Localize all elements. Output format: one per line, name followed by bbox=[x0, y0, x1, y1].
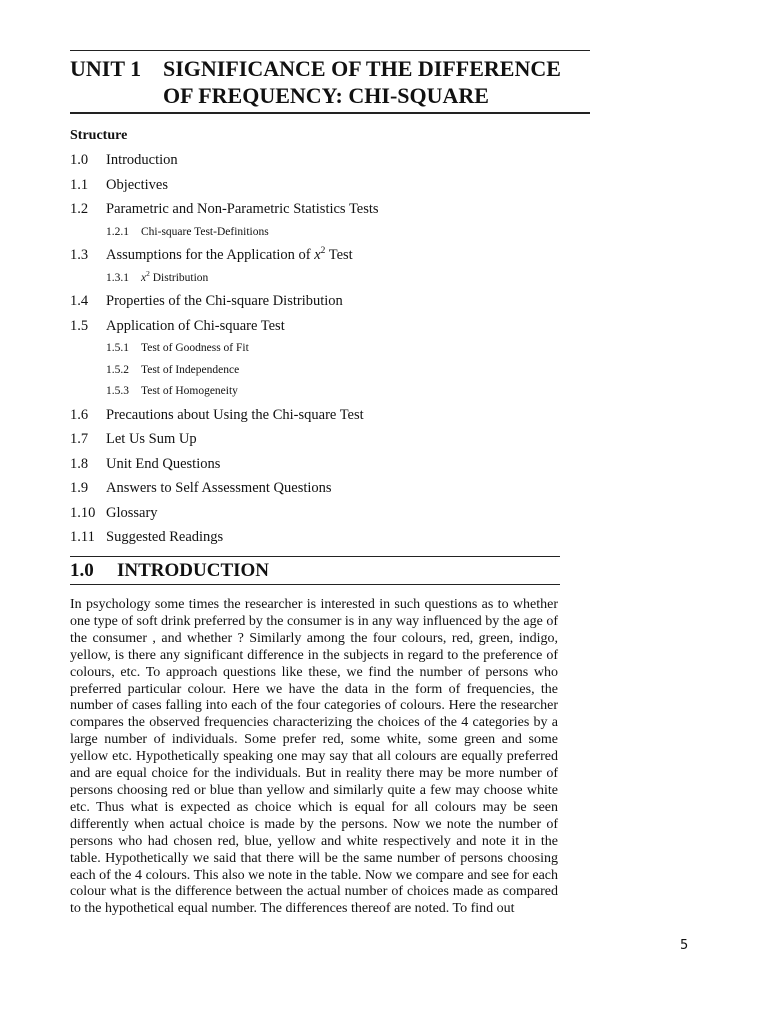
section-heading bbox=[70, 556, 560, 585]
toc-number: 1.5.2 bbox=[106, 363, 129, 376]
structure-heading: Structure bbox=[70, 128, 128, 143]
introduction-paragraph: In psychology some times the researcher is interested in such questions as to whether one type of soft drink preferred by the consumer is in any way influenced by the age of the consumer , and whether ? Similarly among the four colours, red, green, indigo, yellow, is there any significant difference in the subjects in regard to the preference of colours, etc. To approach questions like these, we find the number of persons who preferred particular colour. Here we have the data in the form of frequencies, the number of cases falling into each of the four categories of colours. Here the researcher compares the observed frequencies characterizing the choices of the 4 categories by a large number of individuals. Some prefer red, some white, some green and some yellow etc. Hypothetically speaking one may say that all colours are equally preferred and are equal choice for the individuals. But in reality there may be more number of persons choosing red or blue than yellow and similarly quite a few may choose white etc. Thus what is expected as choice which is equal for all colours may be seen differently when actual choice is made by the persons. Now we note the number of persons who had chosen red, blue, yellow and white respectively and note it in the table. Hypothetically we said that there will be the same number of persons choosing each of the 4 colours. This also we note in the table. Now we compare and see for each colour what is the difference between the actual number of choices made as compared to the hypothetical equal number. The differences thereof are noted. To find out bbox=[70, 597, 558, 917]
unit-title-line-2: OF FREQUENCY: CHI-SQUARE bbox=[163, 83, 489, 108]
toc-subitem bbox=[70, 224, 590, 246]
toc-item bbox=[70, 291, 590, 316]
toc-label: Introduction bbox=[106, 152, 178, 168]
toc-number: 1.5.3 bbox=[106, 385, 129, 397]
unit-title bbox=[70, 51, 590, 109]
toc-number: 1.5 bbox=[70, 317, 89, 334]
superscript: 2 bbox=[146, 268, 150, 278]
toc-label bbox=[106, 245, 590, 270]
toc-number: 1.3.1 bbox=[106, 271, 129, 284]
unit-header bbox=[70, 50, 590, 114]
structure-toc bbox=[70, 127, 590, 552]
chi-symbol: x bbox=[141, 271, 147, 284]
toc-number: 1.4 bbox=[70, 293, 89, 309]
toc-number: 1.2.1 bbox=[106, 225, 129, 238]
section-number: 1.0 bbox=[70, 560, 94, 581]
toc-label-text: Assumptions for the Application of bbox=[106, 247, 315, 263]
toc-number: 1.6 bbox=[70, 406, 89, 423]
toc-label: Let Us Sum Up bbox=[106, 431, 197, 447]
toc-item bbox=[70, 527, 590, 552]
toc-number: 1.11 bbox=[70, 529, 95, 545]
toc-label: Test of Independence bbox=[141, 363, 240, 376]
toc-number: 1.9 bbox=[70, 480, 89, 496]
toc-label-text: Test bbox=[325, 247, 353, 263]
toc-label: Suggested Readings bbox=[106, 529, 224, 545]
toc-label: Glossary bbox=[106, 504, 158, 521]
toc-subitem bbox=[70, 362, 590, 384]
toc-item bbox=[70, 175, 590, 200]
toc-number: 1.7 bbox=[70, 431, 89, 447]
toc-number: 1.3 bbox=[70, 247, 89, 263]
toc-label: Unit End Questions bbox=[106, 455, 221, 472]
toc-subitem bbox=[70, 340, 590, 362]
toc-label-text: Distribution bbox=[149, 271, 209, 284]
toc-label: Objectives bbox=[106, 176, 169, 193]
toc-label: Answers to Self Assessment Questions bbox=[106, 480, 332, 496]
toc-number: 1.0 bbox=[70, 152, 89, 168]
toc-item bbox=[70, 316, 590, 341]
toc-label: Test of Goodness of Fit bbox=[141, 342, 249, 354]
toc-number: 1.8 bbox=[70, 455, 89, 472]
toc-label: Test of Homogeneity bbox=[141, 385, 238, 397]
toc-item bbox=[70, 503, 590, 528]
toc-label: Parametric and Non-Parametric Statistics Tests bbox=[106, 201, 379, 217]
section-bottom-rule bbox=[70, 584, 560, 585]
toc-label: Properties of the Chi-square Distribution bbox=[106, 293, 343, 309]
toc-label: Precautions about Using the Chi-square Test bbox=[106, 406, 364, 423]
section-title-text: INTRODUCTION bbox=[117, 560, 270, 581]
header-bottom-rule bbox=[70, 112, 590, 114]
superscript: 2 bbox=[320, 246, 326, 257]
toc-item bbox=[70, 454, 590, 479]
toc-item bbox=[70, 405, 590, 430]
toc-label: Chi-square Test-Definitions bbox=[141, 225, 269, 238]
toc-item bbox=[70, 150, 590, 175]
toc-number: 1.2 bbox=[70, 201, 89, 217]
toc-item bbox=[70, 199, 590, 224]
toc-item bbox=[70, 245, 590, 270]
toc-number: 1.10 bbox=[70, 504, 96, 521]
toc-label bbox=[141, 270, 590, 292]
toc-number: 1.5.1 bbox=[106, 342, 129, 354]
toc-number: 1.1 bbox=[70, 176, 89, 193]
unit-label: UNIT 1 bbox=[70, 56, 142, 81]
page-number: 5 bbox=[680, 938, 689, 953]
toc-item bbox=[70, 478, 590, 503]
toc-label: Application of Chi-square Test bbox=[106, 317, 285, 334]
unit-title-line-1: SIGNIFICANCE OF THE DIFFERENCE bbox=[163, 56, 561, 81]
toc-subitem bbox=[70, 270, 590, 292]
chi-symbol: x bbox=[314, 247, 321, 263]
toc-item bbox=[70, 429, 590, 454]
toc-subitem bbox=[70, 383, 590, 405]
section-title bbox=[70, 557, 560, 584]
